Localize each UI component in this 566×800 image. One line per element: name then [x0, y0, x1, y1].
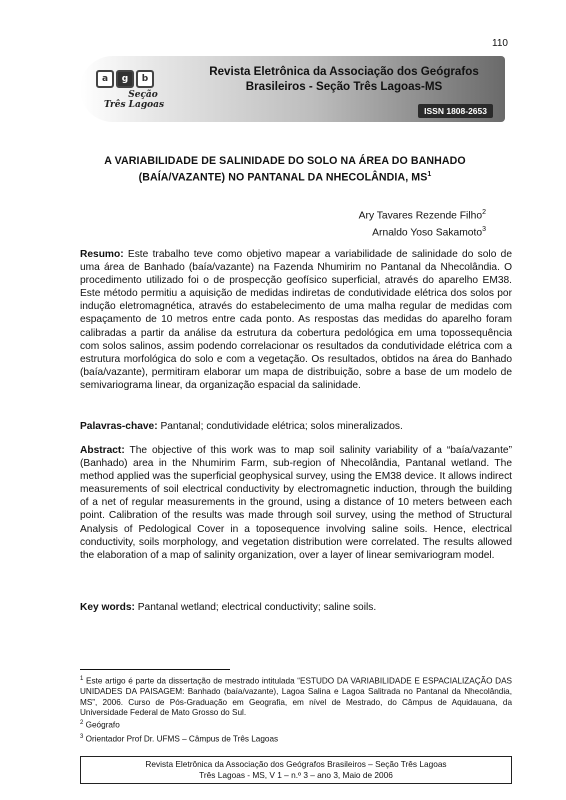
article-title: [70, 154, 500, 185]
footnote-2-text: Geógrafo: [85, 721, 120, 731]
footnote-3-text: Orientador Prof Dr. UFMS – Câmpus de Três Lagoas: [85, 734, 279, 744]
keywords-paragraph: [80, 601, 512, 614]
logo-mark: [96, 70, 154, 88]
footnotes: [80, 674, 512, 745]
author-2-name: Arnaldo Yoso Sakamoto: [372, 227, 483, 239]
logo-text-tres-lagoas: Três Lagoas: [103, 100, 165, 110]
author-2: [359, 223, 486, 240]
author-1: [359, 206, 486, 223]
journal-logo: [84, 62, 184, 118]
journal-footer: [80, 756, 512, 784]
article-title-line2: [70, 168, 500, 185]
logo-letter-a: a: [96, 70, 114, 88]
footnote-2-mark: 2: [80, 720, 84, 727]
logo-letter-b: b: [136, 70, 154, 88]
authors: [359, 206, 486, 241]
resumo-paragraph: [80, 248, 512, 392]
page-number: 110: [492, 38, 508, 49]
logo-letter-g: g: [116, 70, 134, 88]
author-1-name: Ary Tavares Rezende Filho: [358, 210, 483, 222]
footnote-1: [80, 674, 512, 718]
abstract-text: The objective of this work was to map soil salinity variability of a “baía/vazante” (Banhado) area in the Nhumirim Farm, sub-region of Nhecolândia, Pantanal wetland. The method applied was the superficial geophysical survey, using the EM38 device. It allows indirect measurements of soil electrical conductivity by electromagnetic induction, through the building of a net of regular measurements in the ground, using a distance of 10 meters between each point. Calibration of the results was made through soil survey, using the method of Structural Analysis of Pedological Cover in a toposequence involving saline soils. Hence, electrical conductivity, soils morphology, and vegetation distribution were correlated. The results allowed the elaboration of a map of salinity organization, over a layer of linear semivariogram model.: [80, 445, 512, 561]
article-title-line1: A VARIABILIDADE DE SALINIDADE DO SOLO NA ÁREA DO BANHADO: [104, 155, 466, 167]
palavras-chave-text: Pantanal; condutividade elétrica; solos mineralizados.: [160, 421, 403, 432]
resumo-text: Este trabalho teve como objetivo mapear a variabilidade de salinidade do solo de uma área de Banhado (baía/vazante) na Fazenda Nhumirim no Pantanal da Nhecolândia. O procedimento utilizado foi o de prospecção geofísico superficial, através do aparelho EM38. Este método permitiu a aquisição de medidas indiretas de condutividade elétrica dos solos por indução eletromagnética, através do estabelecimento de uma malha regular de medidas com espaçamento de 10 metros entre cada ponto. As respostas das medidas do aparelho foram calibradas a partir da análise da estrutura da cobertura pedológica em uma topossequência com solos salinos, assim podendo correlacionar os resultados da condutividade elétrica com a estrutura morfológica do solo e com a vegetação. Os resultados, obtidos na área do Banhado (baía/vazante), permitiram elaborar um mapa de distribuição, sobre a base de um modelo de semivariograma linear, da organização espacial da salinidade.: [80, 249, 512, 391]
footnote-3: [80, 732, 512, 745]
resumo-label: Resumo:: [80, 249, 124, 260]
journal-title: [188, 64, 500, 94]
abstract-paragraph: [80, 444, 512, 562]
keywords-text: Pantanal wetland; electrical conductivity; saline soils.: [137, 602, 377, 613]
journal-title-line1: Revista Eletrônica da Associação dos Geógrafos: [209, 65, 479, 78]
article-title-line2-text: (BAÍA/VAZANTE) NO PANTANAL DA NHECOLÂNDIA, MS: [138, 171, 428, 184]
journal-title-line2: Brasileiros - Seção Três Lagoas-MS: [245, 80, 443, 93]
journal-banner: [80, 56, 505, 122]
palavras-chave-label: Palavras-chave:: [80, 421, 158, 432]
keywords-label: Key words:: [80, 602, 135, 613]
footnote-3-mark: 3: [80, 733, 84, 740]
footnote-1-mark: 1: [80, 676, 84, 682]
issn-badge: ISSN 1808-2653: [418, 104, 493, 118]
author-2-footnote-mark: 3: [482, 226, 486, 234]
title-footnote-mark: 1: [427, 171, 432, 178]
footnote-2: [80, 718, 512, 731]
palavras-chave-paragraph: [80, 420, 512, 433]
footer-line2: Três Lagoas - MS, V 1 – n.º 3 – ano 3, Maio de 2006: [199, 770, 393, 780]
footer-line1: Revista Eletrônica da Associação dos Geógrafos Brasileiros – Seção Três Lagoas: [145, 759, 447, 769]
author-1-footnote-mark: 2: [482, 209, 486, 216]
footnote-1-text: Este artigo é parte da dissertação de mestrado intitulada “ESTUDO DA VARIABILIDADE E ESPACIALIZAÇÃO DAS UNIDADES DA PAISAGEM: Banhado (baía/vazante), Lagoa Salina e Lagoa Salitrada no Pantanal da Nhecolândia, MS”, 2006. Curso de Pós-Graduação em Geografia, em nível de Mestrado, do Câmpus de Aquidauana, da Universidade Federal de Mato Grosso do Sul.: [80, 676, 512, 717]
logo-text-secao: Seção: [128, 90, 158, 100]
abstract-label: Abstract:: [80, 445, 125, 456]
footnote-divider: [80, 669, 230, 670]
